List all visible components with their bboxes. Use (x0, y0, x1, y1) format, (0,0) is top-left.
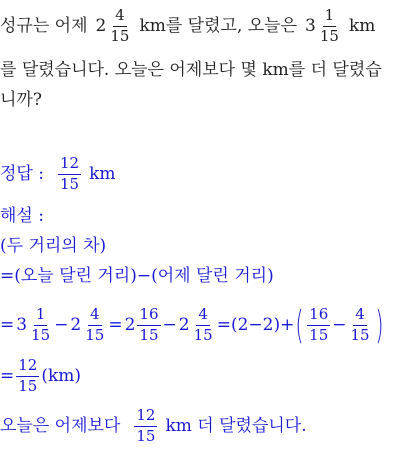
explanation-step-3 (0, 300, 384, 350)
minus-sign: − (54, 314, 69, 335)
question-text-b: km를 달렸고, 오늘은 (139, 15, 298, 36)
fraction (318, 7, 341, 45)
numerator: 4 (113, 7, 127, 26)
question-text: 니까? (0, 89, 42, 110)
question-line-3 (0, 88, 42, 112)
explanation-step-1 (0, 234, 106, 258)
explanation-step-2 (0, 264, 274, 288)
minus-sign: − (332, 314, 347, 335)
fraction (16, 357, 39, 395)
final-fraction (134, 407, 157, 445)
numerator: 16 (307, 306, 330, 325)
denominator: 15 (350, 325, 370, 344)
fraction (83, 306, 106, 344)
equals-sign: = (0, 365, 15, 386)
mixed-whole: 2 (70, 314, 82, 335)
denominator: 15 (59, 174, 80, 193)
numerator: 1 (323, 7, 337, 26)
unit-text: (km) (41, 365, 82, 386)
question-line-1 (0, 4, 375, 48)
question-text-a: 성규는 어제 (0, 15, 88, 36)
numerator: 4 (88, 306, 102, 325)
explanation-label-line (0, 204, 44, 228)
mixed-whole: 3 (305, 15, 316, 36)
answer-fraction (58, 155, 81, 193)
question-text: 를 달렸습니다. 오늘은 어제보다 몇 km를 더 달렸습 (0, 59, 382, 80)
explanation-step-4 (0, 354, 81, 398)
answer-unit: km (89, 163, 116, 184)
denominator: 15 (136, 426, 156, 445)
final-answer-line (0, 404, 307, 448)
left-paren: ( (295, 303, 304, 347)
numerator: 12 (58, 155, 81, 174)
step-text: =(오늘 달린 거리)−(어제 달린 거리) (0, 265, 274, 286)
denominator: 15 (193, 325, 213, 344)
right-paren: ) (374, 303, 384, 347)
denominator: 15 (319, 26, 339, 45)
answer-line (0, 152, 116, 196)
numerator: 12 (134, 407, 157, 426)
grouped-whole-difference: (2−2)+ (230, 314, 295, 335)
mixed-whole: 3 (16, 314, 28, 335)
minus-sign: − (162, 314, 177, 335)
step-text: (두 거리의 차) (0, 235, 107, 256)
fraction (108, 7, 131, 45)
equals-sign: = (108, 314, 123, 335)
mixed-whole: 2 (124, 314, 136, 335)
final-text-a: 오늘은 어제보다 (0, 415, 121, 436)
equals-sign: = (0, 314, 15, 335)
explanation-label: 해설 : (0, 205, 44, 226)
question-line-2 (0, 58, 382, 82)
fraction (137, 306, 160, 344)
answer-label: 정답 : (0, 163, 44, 184)
numerator: 12 (16, 357, 39, 376)
fraction (307, 306, 330, 344)
numerator: 4 (196, 306, 210, 325)
fraction (349, 306, 372, 344)
fraction (29, 306, 52, 344)
question-text-c: km (348, 15, 376, 36)
equals-sign: = (216, 314, 231, 335)
numerator: 16 (137, 306, 160, 325)
final-text-b: km 더 달렸습니다. (165, 415, 307, 436)
numerator: 1 (34, 306, 48, 325)
denominator: 15 (139, 325, 159, 344)
mixed-whole: 2 (178, 314, 190, 335)
denominator: 15 (110, 26, 130, 45)
denominator: 15 (309, 325, 329, 344)
numerator: 4 (353, 306, 367, 325)
denominator: 15 (18, 376, 38, 395)
denominator: 15 (85, 325, 105, 344)
mixed-whole: 2 (95, 15, 107, 36)
denominator: 15 (31, 325, 51, 344)
fraction (192, 306, 215, 344)
